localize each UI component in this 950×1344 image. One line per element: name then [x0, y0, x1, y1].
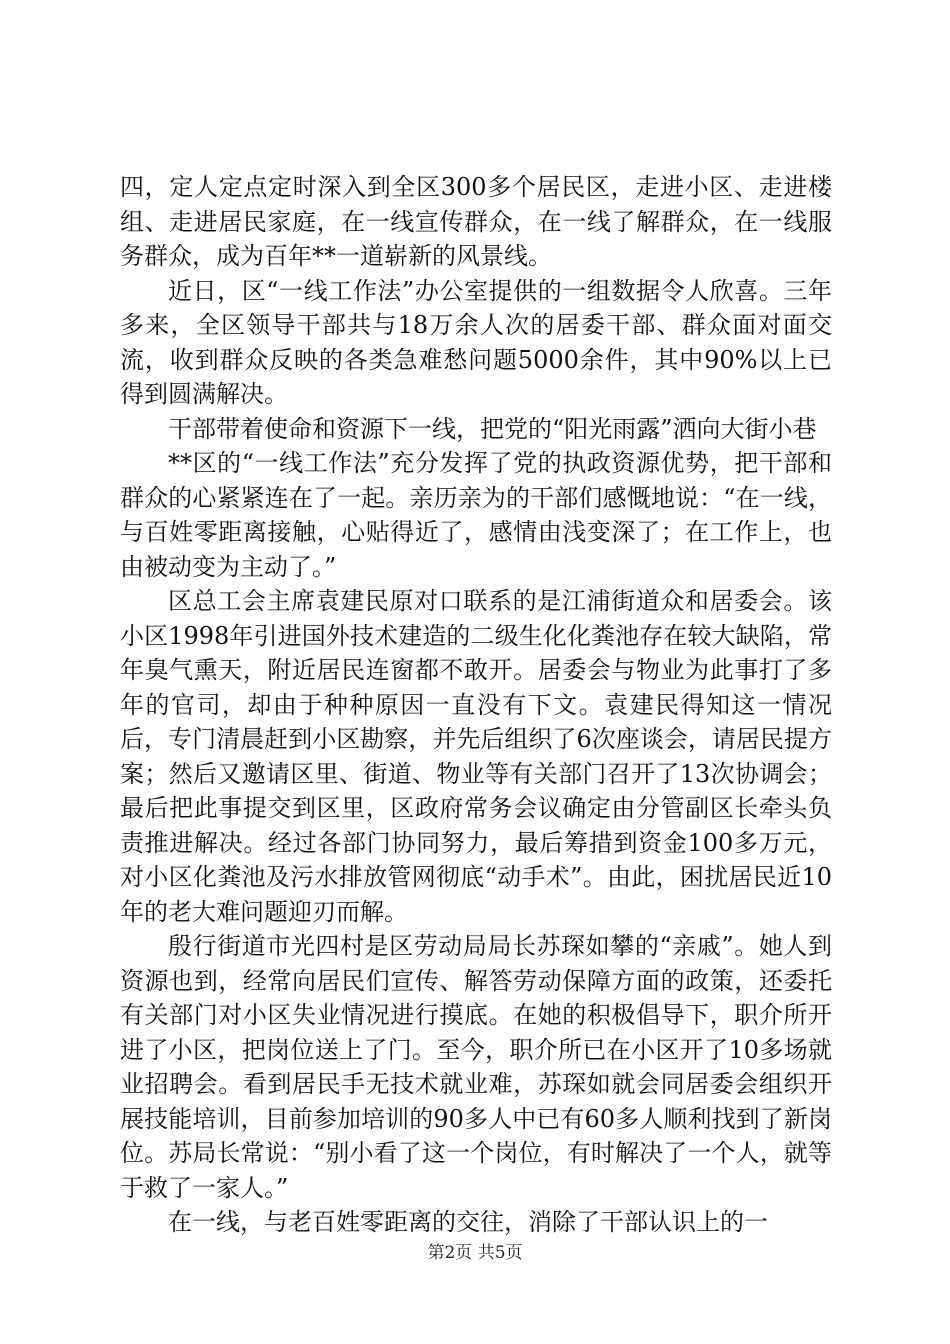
- section-heading: 干部带着使命和资源下一线，把党的“阳光雨露”洒向大街小巷: [168, 414, 817, 443]
- paragraph-3: **区的“一线工作法”充分发挥了党的执政资源优势，把干部和群众的心紧紧连在了一起。亲历亲为的干部们感慨地说：“在一线，与百姓零距离接触，心贴得近了，感情由浅变深了；在工作上，也由被动变为主动了。”: [120, 449, 832, 581]
- paragraph-1: 四，定人定点定时深入到全区300多个居民区，走进小区、走进楼组、走进居民家庭，在一线宣传群众，在一线了解群众，在一线服务群众，成为百年**一道崭新的风景线。: [120, 173, 832, 270]
- paragraph-4: 区总工会主席袁建民原对口联系的是江浦街道众和居委会。该小区1998年引进国外技术建造的二级生化化粪池存在较大缺陷，常年臭气熏天，附近居民连窗都不敢开。居委会与物业为此事打了多年的官司，却由于种种原因一直没有下文。袁建民得知这一情况后，专门清晨赶到小区勘察，并先后组织了6次座谈会，请居民提方案；然后又邀请区里、街道、物业等有关部门召开了13次协调会；最后把此事提交到区里，区政府常务会议确定由分管副区长牵头负责推进解决。经过各部门协同努力，最后筹措到资金100多万元，对小区化粪池及污水排放管网彻底“动手术”。由此，困扰居民近10年的老大难问题迎刃而解。: [120, 587, 832, 926]
- paragraph-6: 在一线，与老百姓零距离的交往，消除了干部认识上的一: [168, 1208, 768, 1236]
- page-footer: 第2页 共5页: [427, 1243, 523, 1263]
- paragraph-5: 殷行街道市光四村是区劳动局局长苏琛如攀的“亲戚”。她人到资源也到，经常向居民们宣传、解答劳动保障方面的政策，还委托有关部门对小区失业情况进行摸底。在她的积极倡导下，职介所开进了小区，把岗位送上了门。至今，职介所已在小区开了10多场就业招聘会。看到居民手无技术就业难，苏琛如就会同居委会组织开展技能培训，目前参加培训的90多人中已有60多人顺利找到了新岗位。苏局长常说：“别小看了这一个岗位，有时解决了一个人，就等于救了一家人。”: [120, 932, 832, 1202]
- paragraph-2: 近日，区“一线工作法”办公室提供的一组数据令人欣喜。三年多来，全区领导干部共与18万余人次的居委干部、群众面对面交流，收到群众反映的各类急难愁问题5000余件，其中90%以上已得到圆满解决。: [120, 276, 832, 408]
- document-body: [120, 170, 832, 1240]
